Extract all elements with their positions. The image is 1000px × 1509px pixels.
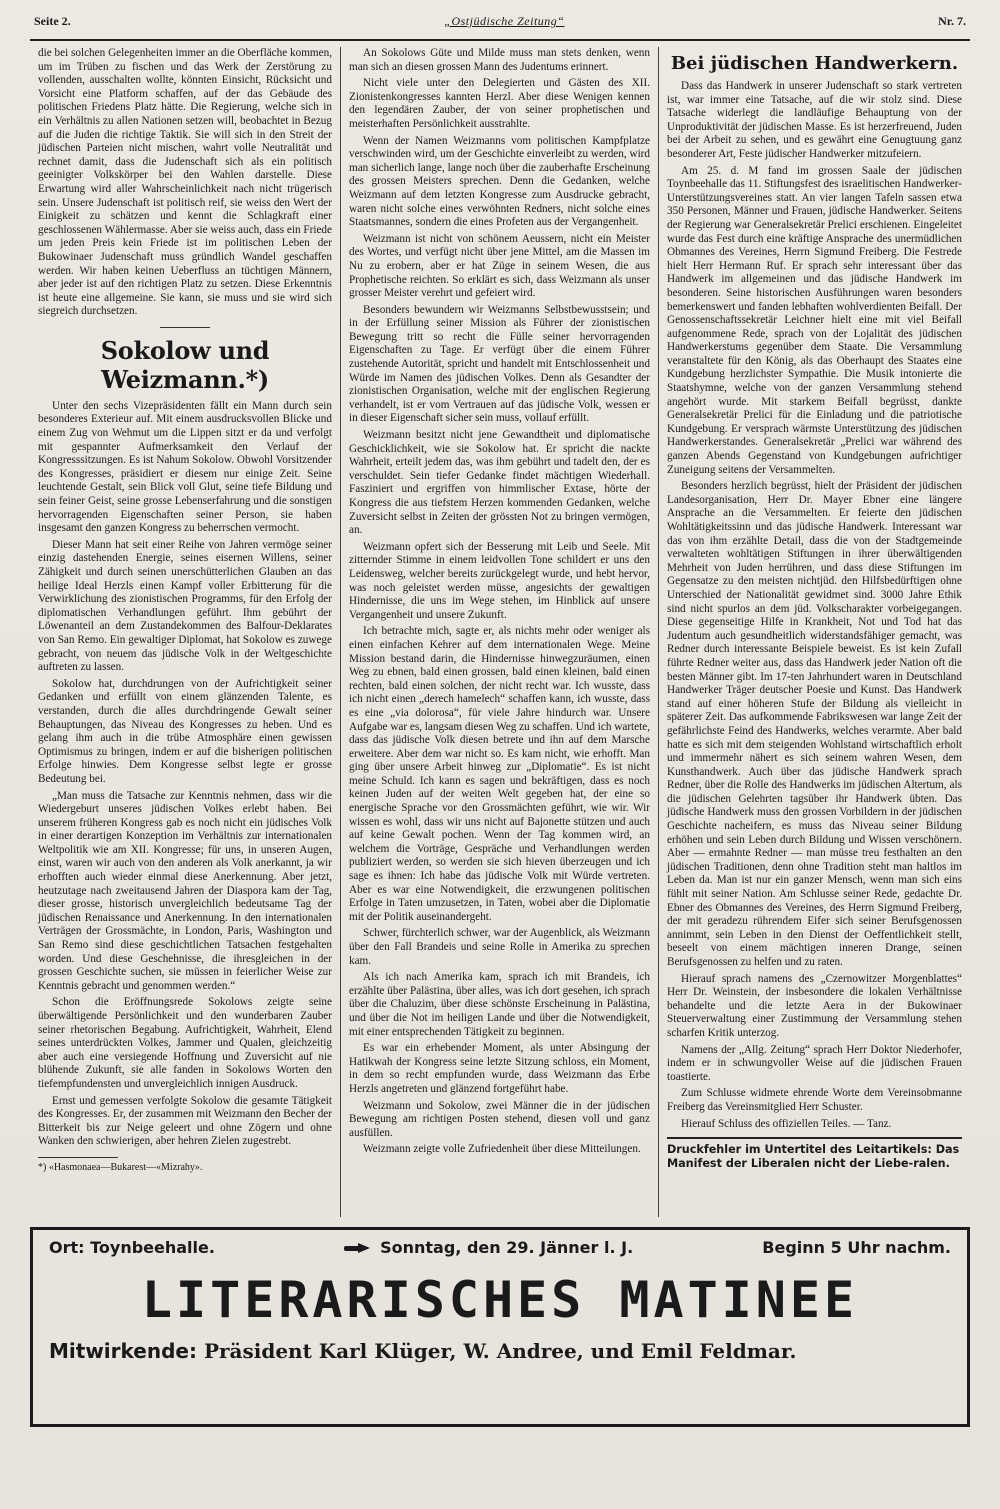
- article-paragraph: Unter den sechs Vizepräsidenten fällt ein Mann durch sein besonderes Exterieur auf. Mit einem ausdrucksvollen Blicke und einem Zug von Wehmut um die Lippen sitzt er da und verfolgt mit gespannter Aufmerksamkeit den Verlauf der Kongresssitzungen. Es ist Nahum Sokolow. Obwohl Vorsitzender des Kongresses, präsidiert er diesem nur einige Zeit. Seine leuchtende Gestalt, sein Blick voll Glut, seine tiefe Bildung und sein feiner Geist, seine grosse Lebenserfahrung und die sonstigen hervorragenden Eigenschaften seiner Person, sie haben insgesamt den ganzen Kongress zu beherrschen vermocht.: [38, 399, 332, 535]
- ad-performers: Präsident Karl Klüger, W. Andree, und Emil Feldmar.: [203, 1339, 797, 1363]
- article-paragraph: Schwer, fürchterlich schwer, war der Augenblick, als Weizmann über den Fall Brandeis und seine Rolle in Amerika zu sprechen kam.: [349, 927, 650, 967]
- newspaper-name: „Ostjüdische Zeitung“: [444, 14, 565, 28]
- article-headline-handwerker: Bei jüdischen Handwerkern.: [670, 53, 959, 74]
- article-paragraph: Weizmann und Sokolow, zwei Männer die in der jüdischen Bewegung am richtigen Posten stehend, diesen voll und ganz ausfüllen.: [349, 1099, 650, 1139]
- column-1: [30, 47, 340, 1217]
- article-paragraph: Als ich nach Amerika kam, sprach ich mit Brandeis, ich erzählte über Palästina, über alles, was ich dort gesehen, ich sprach über die Chaluzim, über diese schönste Erscheinung in Palästina, und über die Not im heiligen Lande und über die Notwendigkeit, mit einer entsprechenden Tätigkeit zu beginnen.: [349, 971, 650, 1038]
- ad-performers-label: Mitwirkende:: [49, 1339, 197, 1363]
- article-paragraph: Schon die Eröffnungsrede Sokolows zeigte seine überwältigende Persönlichkeit und den wunderbaren Zauber seiner rhetorischen Begabung. Aufrichtigkeit, Wahrheit, Elend seines unterdrückten Volkes, Jammer und Qualen, gleichzeitig aber auch eine versiegende Hoffnung und Zuversicht auf nie blühende Zukunft, sie alle fanden in Sokolows Worten den tiefempfundensten und unvergleichlich innigen Ausdruck.: [38, 996, 332, 1090]
- article-paragraph: „Man muss die Tatsache zur Kenntnis nehmen, dass wir die Wiedergeburt unseres jüdischen Volkes erlebt haben. Bei unserem früheren Kongress gab es noch nicht ein jüdisches Volk in einer derartigen Konzeption im Verhältnis zur internationalen Weltpolitik wie am XII. Kongresse; für uns, in unseren Augen, einst, waren wir auch von den anderen als Volk anerkannt, ja wir erhofften auch wieder einmal diese Anerkennung. Aber jetzt, heutzutage nach zweitausend Jahren der Diaspora kam der Tag, dieser grosse, historisch unvergleichlich bedeutsame Tag der jüdischen Renaissance und Anerkennung. In den internationalen Verträgen der Grossmächte, in London, Paris, Washington und San Remo sind diese geschichtlichen Tatsachen festgehalten worden. Und diese Geschehnisse, die ihresgleichen in der grossen Geschichte suchen, sie müssen in feierlicher Weise zur Kenntnis gebracht und genommen werden.“: [38, 789, 332, 992]
- ad-performers-row: [49, 1339, 951, 1363]
- ad-time: Beginn 5 Uhr nachm.: [762, 1238, 951, 1257]
- article-paragraph: Weizmann opfert sich der Besserung mit Leib und Seele. Mit zitternder Stimme in einem leidvollen Tone schildert er uns den Leidensweg, welcher bereits zurückgelegt wurde, und hebt hervor, was noch geleistet werden müsse, angesichts der gewaltigen Hindernisse, die uns im Wege stehen, im Hinblick auf unsere Vergangenheit und unsere Zukunft.: [349, 540, 650, 621]
- event-advertisement: [30, 1227, 970, 1427]
- article-paragraph: Sokolow hat, durchdrungen von der Aufrichtigkeit seiner Gedanken und erfüllt von einem glänzenden Talente, es verstanden, durch die alles durchdringende Gewalt seiner Behauptungen, das Niveau des Kongresses zu heben. Und es gelang ihm auch in die trübe Atmosphäre einen gewissen Optimismus zu bringen, indem er auf die bisherigen politischen Erfolge hinwies. Dem Kongresse selbst legte er grosse Bedeutung bei.: [38, 677, 332, 785]
- section-divider: [160, 327, 210, 328]
- article-paragraph: Hierauf Schluss des offiziellen Teiles. — Tanz.: [681, 1117, 892, 1130]
- article-columns: [30, 47, 970, 1217]
- article-paragraph: Namens der „Allg. Zeitung“ sprach Herr Doktor Niederhofer, indem er in schwungvoller Weise auf die jüdischen Frauen toastierte.: [667, 1043, 962, 1083]
- pointing-hand-icon: [344, 1242, 370, 1254]
- article-paragraph: Besonders bewundern wir Weizmanns Selbstbewusstsein; und in der Erfüllung seiner Mission als Führer der zionistischen Bewegung tritt so recht die Fülle seiner hervorragenden Eigenschaften zu Tage. Er verfügt über die einem Führer zustehende Autorität, spricht und handelt mit Entschlossenheit und Würde im Namen des jüdischen Volkes. Denn als Gesandter der zionistischen Organisation, welche mit der englischen Regierung verhandelt, ist er vom Vertrauen auf das jüdische Volk, wessen er in dieser Eigenschaft sicher sein muss, vollauf erfüllt.: [349, 303, 650, 425]
- footnote: *) «Hasmonaea—Bukarest—«Mizrahy».: [38, 1161, 203, 1173]
- article-paragraph: Dieser Mann hat seit einer Reihe von Jahren vermöge seiner einzig dastehenden Energie, seines eisernen Willens, seiner Zähigkeit und durch seinen unerschütterlichen Glauben an das heilige Ideal Herzls einen Kampf voller Erbitterung für die Verwirklichung des zionistischen Programms, für den Erfolg der diplomatischen Verhandlungen geführt. Ihm gebührt der Löwenanteil an dem Zustandekommen des Balfour-Deklarates von San Remo. Ein gewaltiger Diplomat, hat Sokolow es zuwege gebracht, von neuem das jüdische Volk in der Weltgeschichte auftreten zu lassen.: [38, 538, 332, 674]
- article-paragraph: An Sokolows Güte und Milde muss man stets denken, wenn man sich an diesen grossen Mann des Judentums erinnert.: [349, 47, 650, 73]
- article-paragraph: Am 25. d. M fand im grossen Saale der jüdischen Toynbeehalle das 11. Stiftungsfest des israelitischen Handwerker-Unterstützungsvereines statt. An vier langen Tafeln sassen etwa 350 Personen, Männer und Frauen, jüdische Handwerker. Seitens der Regierung war Generalsekretär Prelici erschienen. Eingeleitet wurde das Fest durch eine kräftige Ansprache des unermüdlichen Obmannes des Vereines, Herrn Sigmund Freiberg. Die Festrede hielt Herr Hermann Ruf. Er sprach sehr interessant über das Handwerk im allgemeinen und das jüdische Handwerk im besonderen. Seine historischen Ausführungen waren besonders bemerkenswert und fanden lebhaften wohlverdienten Beifall. Der Genossenschaftssekretär Leichner hielt eine mit viel Beifall aufgenommene Rede, sprach von der Lojalität des jüdischen Handwerkerstums gegenüber dem Staate. Die Versammlung veranstaltete für den König, als das Oberhaupt des Staates eine Kundgebung herzlichster Sympathie. Die Musik intonierte die Staatshymne, welche von der ganzen Versammlung stehend angehört wurde. Mit starkem Beifall begrüsst, dankte Generalsekretär Prelici für die Einladung und die patriotische Kundgebung. Er versprach wärmste Unterstützung des jüdischen Handwerkerstandes. Generalsekretär „Prelici war während des ganzen Abends Gegenstand von Kundgebungen aufrichtiger Zuneigung seitens der Versammelten.: [667, 164, 962, 476]
- article-headline-sokolow: Sokolow und Weizmann.*): [100, 335, 270, 394]
- column-3: [658, 47, 970, 1217]
- article-paragraph: Ich betrachte mich, sagte er, als nichts mehr oder weniger als einen einfachen Kehrer auf dem internationalen Wege. Meine Mission bestand darin, die Hindernisse hinwegzuräumen, einen Weg zu ebnen, bald einen grossen, bald einen kleinen, bald einen rechten, bald einen solchen, der nicht recht war. Ich wusste, dass ich nicht einen „derech hamelech“ schaffen kann, ich wusste, dass es eine „via dolorosa“, für viele Jahre hindurch war. Unsere Aufgabe war es, langsam diesen Weg zu schaffen. Und ich wartete, dass das jüdische Volk diesen betrete und ihn auf dem Marsche erweitere. Aber dem war nicht so. Es kam nicht, wie erhofft. Man ging über unsere Arbeit hinweg zur „Diplomatie“. Es ist nicht meine Schuld. Ich kann es sagen und bekräftigen, dass es noch keinen Juden auf der weiten Welt gegeben hat, der eine so energische Sprache vor den Grossmächten geführt, wie wir. Wir wissen es wohl, dass wir uns nicht auf Bajonette stützen und auch auf keine Gewalt pochen. Wenn der Tag kommen wird, an welchem die Vorträge, Gespräche und Verhandlungen werden publiziert werden, so werden sie sich hieven überzeugen und ich sage es ihnen: Ich habe das jüdische Volk mit Würde vertreten. Aber es war eine Notwendigkeit, die erzwungenen politischen Erfolge in Taten umzusetzen, in Taten, wobei aber die Diplomatie mit der Politik auseinandergeht.: [349, 625, 650, 923]
- article-paragraph: Besonders herzlich begrüsst, hielt der Präsident der jüdischen Landesorganisation, Herr Dr. Mayer Ebner eine längere Ansprache an die Versammelten. Er feierte den jüdischen Wohltätigkeitssinn und das jüdische Handwerk. Interessant war das von ihm erzählte Detail, dass die von der Stadtgemeinde verwalteten wohltätigen Stiftungen in ihrer überwältigenden Mehrheit von Juden herrühren, und dass diese Stiftungen im Gegensatze zu den meisten nichtjüd. den Hilfsbedürftigen ohne Unterschied der Nationalität gewidmet sind. 3000 Jahre Ethik sind nicht spurlos an dem jüd. Volkscharakter vorbeigegangen. Diese gegenseitige Hilfe in Krankheit, Not und Tod hat das Judentum auch gesundheitlich widerstandsfähiger gemacht, was Redner durch interessante Beispiele beweist. Es ist kein Zufall führte Redner weiter aus, dass das Handwerk jeder Nation oft die besten Männer gibt. Im 17-ten Jahrhundert waren in Deutschland Handwerker Träger deutscher Poesie und Kunst. Das Handwerk stand auf einer höheren Stufe der Bildung als vielleicht in späterer Zeit. Das aufkommende Fabrikswesen war lange Zeit der gefährlichste Feind des Handwerks, welches verarmte. Aber bald hatte es sich mit dem steigenden Wohlstand wirtschaftlich erholt und immermehr nähert es sich seinem wahren Wesen, dem Kunsthandwerk. Auch über das jüdische Handwerk sprach Redner, über die Rolle des Handwerks im jüdischen Altertum, als die jüdischen Gelehrten tagsüber ihr Handwerk übten. Das jüdische Handwerk muss den grossen Vorbildern in der jüdischen Geschichte nacheifern, es muss das Niveau seiner Bildung erhöhen und sein Leben durch Bildung und Wissen verschönern. Aber — ermahnte Redner — man müsse treu festhalten an den jüdischen Traditionen, denn ohne Tradition steht man haltlos im Leben da. Man ist nur ein ganzer Mensch, wenn man sich eins fühlt mit seiner Nation. Am Schlusse seiner Rede, gedachte Dr. Ebner des Obmannes des Vereines, des Herrn Sigmund Freiberg, der mit geradezu rührendem Eifer sich seiner Berufsgenossen annimmt, sein Leben in den Dienst der Oeffentlichkeit stellt, beseelt von einem mächtigen inneren Drange, seinen Berufsgenossen zu helfen und zu raten.: [667, 480, 962, 968]
- article-paragraph: Dass das Handwerk in unserer Judenschaft so stark vertreten ist, war immer eine Tatsache, auf die wir stolz sind. Diese Tatsache widerlegt die landläufige Behauptung von der Unproduktivität der jüdischen Masse. Es ist herzerfreuend, Juden bei der Arbeit zu sehen, und es gewährt eine Genugtuung ganz besonderer Art, Feste jüdischer Handwerker mitzufeiern.: [667, 80, 962, 160]
- column-2: [340, 47, 658, 1217]
- article-paragraph: Zum Schlusse widmete ehrende Worte dem Vereinsobmanne Freiberg das Vereinsmitglied Herr Schuster.: [667, 1087, 962, 1113]
- ad-location: Ort: Toynbeehalle.: [49, 1238, 215, 1257]
- ad-date: Sonntag, den 29. Jänner l. J.: [380, 1238, 634, 1257]
- footnote-rule: [38, 1157, 118, 1158]
- article-paragraph: Weizmann zeigte volle Zufriedenheit über diese Mitteilungen.: [363, 1143, 641, 1156]
- ad-title: LITERARISCHES MATINEE: [141, 1271, 859, 1329]
- article-paragraph: Ernst und gemessen verfolgte Sokolow die gesamte Tätigkeit des Kongresses. Er, der zusammen mit Weizmann den Becher der Bitterkeit bis zur Neige geleert und ohne Zögern und ohne Wanken den schwierigen, aber hehren Zielen zugestrebt.: [38, 1094, 332, 1148]
- page-label: Seite 2.: [34, 14, 71, 28]
- article-paragraph: Weizmann ist nicht von schönem Aeussern, nicht ein Meister des Wortes, und verfügt nicht über jene Mittel, am die Massen im Nu zu erobern, aber er hat Züge in seinem Wesen, die aus Prophetische reichten. So erklärt es sich, dass Weizmann als unser grosser Meister verehrt und gefeiert wird.: [349, 232, 650, 300]
- article-paragraph: Weizmann besitzt nicht jene Gewandtheit und diplomatische Geschicklichkeit, wie sie Sokolow hat. Er spricht die nackte Wahrheit, erteilt jedem das, was ihm gebührt und tadelt den, der es verschuldet. Sein tiefer Gedanke findet mächtigen Wiederhall. Fasziniert und ergriffen von himmlischer Extase, hörte der Kongress die aus tiefstem Herzen kommenden Gedanken, welche Zuversicht selbst in Zeiten der grössten Not zu bringen vermögen, an.: [349, 429, 650, 537]
- article-paragraph: Nicht viele unter den Delegierten und Gästen des XII. Zionistenkongresses kannten Herzl. Aber diese Wenigen kennen den legendären Zauber, der von seiner prophetischen und meisterhaften Persönlichkeit ausstrahlte.: [349, 77, 650, 130]
- article-paragraph: Hierauf sprach namens des „Czernowitzer Morgenblattes“ Herr Dr. Weinstein, der insbesondere die lokalen Verhältnisse behandelte und die letzte Aera in der Bukowinaer Steuerverwaltung einer Zustimmung der Versammlung stehen scharfen Kritik unterzog.: [667, 972, 962, 1039]
- ad-date-group: [344, 1238, 633, 1257]
- ad-info-row: [49, 1238, 951, 1257]
- errata-notice: Druckfehler im Untertitel des Leitartikels: Das Manifest der Liberalen nicht der Liebe-ralen.: [667, 1137, 962, 1170]
- article-paragraph: Es war ein erhebender Moment, als unter Absingung der Hatikwah der Kongress seine letzte Sitzung schloss, ein Moment, in dem so recht empfunden wurde, dass Weizmann das Erbe Herzls angetreten und glänzend fortgeführt habe.: [349, 1042, 650, 1095]
- issue-number: Nr. 7.: [938, 14, 966, 28]
- lead-article-continuation: die bei solchen Gelegenheiten immer an die Oberfläche kommen, um im Trüben zu fischen und das Werk der Zerstörung zu vollenden, ausschalten wollte, könnten Einsicht, Rücksicht und Vorsicht eine Platform schaffen, auf der das Gebäude des politischen Friedens Platz hätte. Die Regierung, welche sich in ein Verhältnis zu allen Nationen setzen will, beobachtet in Bezug auf die Juden die richtige Taktik. Sie will sich in den Streit der jüdischen Parteien nicht mischen, wahrt volle Neutralität und rechnet damit, dass die Judenschaft sich als ein politisch geeinigter Volkskörper bei den Wahlen darstelle. Diese Erwartung wird aller Wahrscheinlichkeit nach nicht trügerisch sein. Unsere Judenschaft ist politisch reif, sie weiss den Wert der Einigkeit zu schätzen und kennt die Schlagkraft einer geschlossenen Wählermasse. Aber sie weiss auch, dass ein Friede um jeden Preis kein Friede ist im politischen Leben der Bukowinaer Judenschaft muss gründlich Wandel geschaffen werden. Wir haben keinen Ueberfluss an tüchtigen Männern, aber jeder ist auf den richtigen Platz zu setzen. Diese Erkenntnis ist heute eine allgemeine. Sie kann, sie muss und sie wird sich siegreich durchsetzen.: [38, 47, 332, 318]
- running-head: [30, 14, 970, 41]
- article-paragraph: Wenn der Namen Weizmanns vom politischen Kampfplatze verschwinden wird, um der Geschichte einverleibt zu werden, wird man sicherlich lange, lange noch über die zauberhafte Erscheinung des grossen Meisters sprechen. Denn die Gedanken, welche Weizmann auf dem letzten Kongresse zum Ausdrucke gebracht, waren nicht solche eines verwöhnten Redners, nicht solche eines Staatsmannes, sondern die eines Profeten aus der Vergangenheit.: [349, 134, 650, 229]
